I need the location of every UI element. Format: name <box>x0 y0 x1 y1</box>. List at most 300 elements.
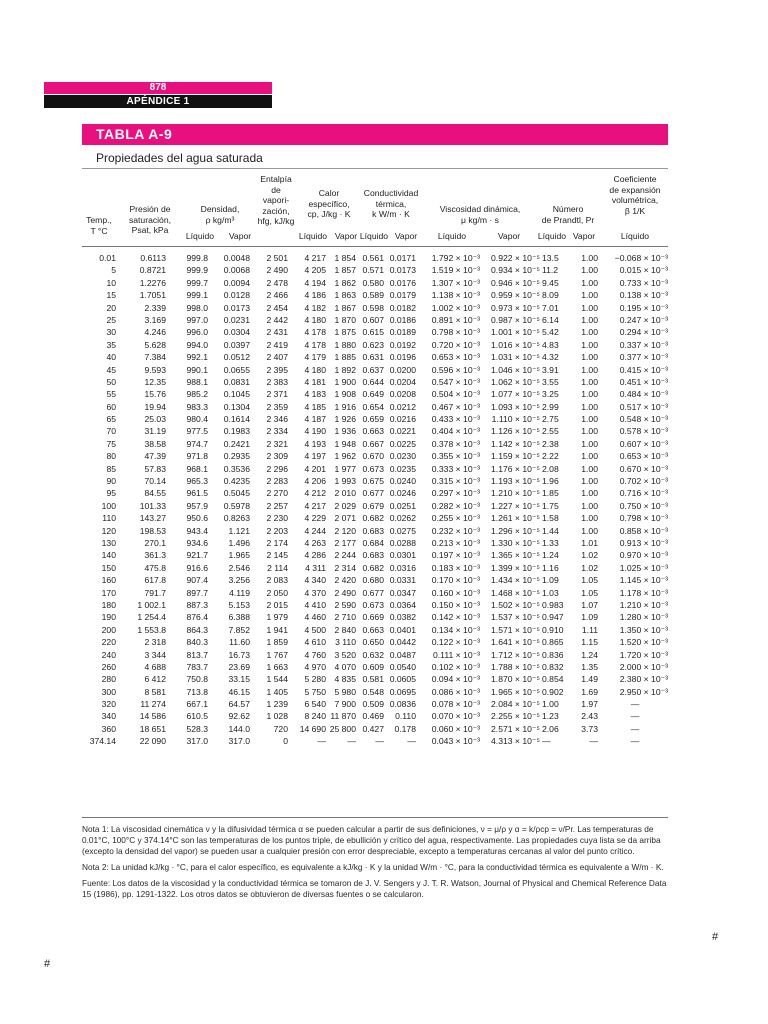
table-row <box>82 574 668 586</box>
cell-prandtl-vapor: 1.05 <box>581 575 598 586</box>
cell-cp-vapor: 2 710 <box>334 612 356 623</box>
cell-temp: 80 <box>106 451 116 462</box>
cell-k-vapor: 0.178 <box>394 723 416 734</box>
cell-viscosity-vapor: 1.502 × 10⁻⁵ <box>491 599 540 610</box>
cell-temp: 170 <box>101 587 116 598</box>
cell-viscosity-liquid: 0.282 × 10⁻³ <box>431 500 480 511</box>
header-prandtl: Número de Prandtl, Pr <box>541 204 595 225</box>
cell-prandtl-vapor: 1.00 <box>581 265 598 276</box>
cell-cp-liquid: 14 690 <box>299 723 326 734</box>
cell-enthalpy: 1 979 <box>266 612 288 623</box>
table-row <box>82 277 668 289</box>
table-row <box>82 475 668 487</box>
table-row <box>82 587 668 599</box>
cell-enthalpy: 2 230 <box>266 513 288 524</box>
cell-k-vapor: 0.0176 <box>389 277 416 288</box>
table-row <box>82 624 668 636</box>
cell-prandtl-liquid: 0.865 <box>542 637 564 648</box>
cell-viscosity-liquid: 0.547 × 10⁻³ <box>431 376 480 387</box>
cell-prandtl-liquid: 2.99 <box>542 401 559 412</box>
cell-prandtl-liquid: 2.75 <box>542 414 559 425</box>
cell-viscosity-vapor: 1.046 × 10⁻⁵ <box>491 364 540 375</box>
cell-pressure: 0.6113 <box>140 253 166 263</box>
cell-temp: 60 <box>106 401 116 412</box>
cell-prandtl-liquid: 13.5 <box>542 253 559 263</box>
cell-cp-liquid: 4 410 <box>304 599 326 610</box>
cell-prandtl-liquid: 1.23 <box>542 711 559 722</box>
cell-viscosity-vapor: 0.973 × 10⁻⁵ <box>491 302 540 313</box>
cell-viscosity-liquid: 0.078 × 10⁻³ <box>431 699 480 710</box>
cell-density-vapor: 1.965 <box>228 550 250 561</box>
cell-pressure: 5.628 <box>144 339 166 350</box>
cell-viscosity-vapor: 2.571 × 10⁻⁵ <box>491 723 540 734</box>
cell-prandtl-vapor: 1.00 <box>581 401 598 412</box>
cell-pressure: 25.03 <box>144 414 166 425</box>
cell-prandtl-liquid: 8.09 <box>542 290 559 301</box>
cell-beta: 0.377 × 10⁻³ <box>619 352 668 363</box>
cell-k-vapor: — <box>407 736 416 747</box>
cell-enthalpy: 1 239 <box>266 699 288 710</box>
cell-k-vapor: 0.0186 <box>389 314 416 325</box>
cell-cp-liquid: 4 263 <box>304 537 326 548</box>
cell-cp-vapor: 1 854 <box>334 253 356 263</box>
cell-enthalpy: 2 478 <box>266 277 288 288</box>
cell-cp-vapor: 1 857 <box>334 265 356 276</box>
cell-viscosity-vapor: 1.210 × 10⁻⁵ <box>491 488 540 499</box>
cell-prandtl-vapor: 1.00 <box>581 364 598 375</box>
cell-enthalpy: 2 270 <box>266 488 288 499</box>
cell-cp-vapor: 1 936 <box>334 426 356 437</box>
cell-viscosity-liquid: 1.307 × 10⁻³ <box>431 277 480 288</box>
cell-k-vapor: 0.0240 <box>389 476 416 487</box>
table-row <box>82 673 668 685</box>
cell-prandtl-liquid: 1.03 <box>542 587 559 598</box>
cell-viscosity-liquid: 1.002 × 10⁻³ <box>431 302 480 313</box>
header-density-vapor: Vapor <box>228 231 252 241</box>
section-title: APÉNDICE 1 <box>126 96 190 107</box>
cell-k-liquid: 0.609 <box>362 661 384 672</box>
cell-prandtl-vapor: 1.00 <box>581 352 598 363</box>
cell-beta: 0.415 × 10⁻³ <box>619 364 668 375</box>
cell-k-liquid: 0.644 <box>362 376 384 387</box>
cell-prandtl-liquid: 0.836 <box>542 649 564 660</box>
cell-enthalpy: 2 015 <box>266 599 288 610</box>
table-row <box>82 686 668 698</box>
cell-enthalpy: 1 859 <box>266 637 288 648</box>
cell-prandtl-liquid: 0.947 <box>542 612 564 623</box>
cell-density-liquid: 876.4 <box>186 612 208 623</box>
note-1: Nota 1: La viscosidad cinemática ν y la difusividad térmica α se pueden calcular a partir de sus definiciones, ν = μ/ρ y α = k/ρcp = ν/Pr. Las temperaturas de 0.01°C, 100°C y 374.14°C son las temperaturas de los puntos triple, de ebullición y crítico del agua, respectivamente. Las propiedades cuya lista se da arriba (excepto la densidad del vapor) se pueden usar a cualquier presión con error despreciable, excepto a temperaturas cercanas al valor del punto crítico. <box>82 824 661 856</box>
cell-pressure: 101.33 <box>139 500 166 511</box>
cell-beta: 0.517 × 10⁻³ <box>619 401 668 412</box>
cell-temp: 30 <box>106 327 116 338</box>
cell-enthalpy: 2 050 <box>266 587 288 598</box>
cell-temp: 320 <box>101 699 116 710</box>
cell-beta: 0.858 × 10⁻³ <box>619 525 668 536</box>
cell-prandtl-liquid: 2.08 <box>542 463 559 474</box>
cell-cp-liquid: 4 197 <box>304 451 326 462</box>
table-title: TABLA A-9 <box>96 126 173 142</box>
cell-cp-vapor: 3 110 <box>335 637 356 648</box>
table-row <box>82 463 668 475</box>
cell-density-vapor: 23.69 <box>228 661 250 672</box>
cell-viscosity-liquid: 0.653 × 10⁻³ <box>431 352 480 363</box>
cell-prandtl-liquid: 1.58 <box>542 513 559 524</box>
cell-beta: 0.702 × 10⁻³ <box>619 476 668 487</box>
cell-pressure: 11 274 <box>140 699 166 710</box>
cell-enthalpy: 2 083 <box>266 575 288 586</box>
cell-viscosity-liquid: 0.333 × 10⁻³ <box>431 463 480 474</box>
cell-cp-vapor: 2 010 <box>334 488 356 499</box>
cell-temp: 190 <box>101 612 116 623</box>
cell-density-liquid: 983.3 <box>186 401 208 412</box>
cell-prandtl-vapor: 1.00 <box>581 327 598 338</box>
table-row <box>82 401 668 413</box>
cell-k-liquid: 0.607 <box>362 314 384 325</box>
cell-density-liquid: 961.5 <box>186 488 208 499</box>
cell-viscosity-vapor: 1.110 × 10⁻⁵ <box>491 414 540 425</box>
cell-viscosity-liquid: 0.798 × 10⁻³ <box>431 327 480 338</box>
header-prandtl-vapor: Vapor <box>572 231 596 241</box>
cell-density-vapor: 0.1304 <box>223 401 250 412</box>
cell-prandtl-liquid: 6.14 <box>542 314 559 325</box>
cell-density-vapor: 0.0304 <box>223 327 250 338</box>
cell-viscosity-liquid: 0.433 × 10⁻³ <box>431 414 480 425</box>
cell-viscosity-vapor: 1.227 × 10⁻⁵ <box>491 500 540 511</box>
cell-temp: 260 <box>101 661 116 672</box>
cell-enthalpy: 2 346 <box>266 414 288 425</box>
cell-cp-liquid: 4 229 <box>304 513 326 524</box>
cell-beta: — <box>630 723 640 734</box>
cell-density-vapor: 0.0231 <box>223 314 250 325</box>
cell-viscosity-vapor: 1.001 × 10⁻⁵ <box>491 327 540 338</box>
cell-cp-liquid: 4 500 <box>304 624 326 635</box>
cell-temp: 20 <box>106 302 116 313</box>
cell-pressure: 3.169 <box>144 314 166 325</box>
cell-cp-liquid: 4 193 <box>304 438 326 449</box>
cell-cp-vapor: 4 835 <box>334 674 356 685</box>
table-row <box>82 636 668 648</box>
cell-beta: 2.380 × 10⁻³ <box>619 674 668 685</box>
cell-enthalpy: 2 395 <box>266 364 288 375</box>
cell-k-liquid: 0.677 <box>362 488 384 499</box>
cell-cp-liquid: 4 179 <box>304 352 326 363</box>
cell-density-vapor: 0.1983 <box>223 426 250 437</box>
cell-viscosity-vapor: 1.537 × 10⁻⁵ <box>491 612 540 623</box>
cell-prandtl-liquid: 0.832 <box>542 661 564 672</box>
cell-enthalpy: 1 941 <box>266 624 288 635</box>
cell-pressure: 12.35 <box>144 376 166 387</box>
cell-prandtl-vapor: — <box>589 736 598 747</box>
table-header <box>82 172 668 244</box>
cell-viscosity-liquid: 0.134 × 10⁻³ <box>431 624 480 635</box>
cell-k-vapor: 0.0487 <box>389 649 416 660</box>
header-k-liquid: Líquido <box>359 231 389 241</box>
cell-prandtl-liquid: 1.85 <box>542 488 559 499</box>
cell-density-vapor: 46.15 <box>228 686 250 697</box>
cell-beta: 1.025 × 10⁻³ <box>619 562 668 573</box>
cell-beta: 0.670 × 10⁻³ <box>619 463 668 474</box>
cell-density-vapor: 5.153 <box>228 599 250 610</box>
cell-viscosity-liquid: 1.138 × 10⁻³ <box>431 290 480 301</box>
cell-viscosity-vapor: 1.016 × 10⁻⁵ <box>491 339 540 350</box>
cell-cp-vapor: 1 916 <box>334 401 356 412</box>
cell-density-liquid: 840.3 <box>186 637 208 648</box>
cell-enthalpy: 0 <box>283 736 288 747</box>
cell-k-vapor: 0.0204 <box>389 376 416 387</box>
cell-prandtl-liquid: 0.983 <box>542 599 564 610</box>
cell-temp: 75 <box>106 438 116 449</box>
cell-density-liquid: 988.1 <box>186 376 208 387</box>
cell-cp-liquid: 4 178 <box>304 339 326 350</box>
cell-temp: 200 <box>101 624 116 635</box>
header-pressure: Presión de saturación, Psat, kPa <box>128 204 172 236</box>
cell-viscosity-vapor: 0.987 × 10⁻⁵ <box>491 314 540 325</box>
cell-viscosity-vapor: 4.313 × 10⁻⁵ <box>491 736 540 747</box>
cell-density-vapor: 0.2935 <box>223 451 250 462</box>
cell-beta: 0.750 × 10⁻³ <box>619 500 668 511</box>
cell-viscosity-vapor: 1.077 × 10⁻⁵ <box>491 389 540 400</box>
cell-density-liquid: 994.0 <box>186 339 208 350</box>
cell-density-liquid: 999.9 <box>186 265 208 276</box>
cell-k-liquid: 0.683 <box>362 550 384 561</box>
cell-k-vapor: 0.0316 <box>389 562 416 573</box>
cell-cp-liquid: 4 760 <box>304 649 326 660</box>
cell-beta: — <box>630 736 640 747</box>
cell-cp-vapor: 1 908 <box>334 389 356 400</box>
cell-k-vapor: 0.0171 <box>389 253 416 263</box>
table-row <box>82 549 668 561</box>
cell-k-vapor: 0.0275 <box>389 525 416 536</box>
cell-enthalpy: 2 371 <box>266 389 288 400</box>
cell-cp-vapor: 1 870 <box>334 314 356 325</box>
cell-cp-vapor: 2 840 <box>334 624 356 635</box>
cell-prandtl-vapor: 1.00 <box>581 314 598 325</box>
table-row <box>82 710 668 722</box>
cell-k-liquid: 0.663 <box>362 624 384 635</box>
table-row <box>82 611 668 623</box>
cell-prandtl-vapor: 1.00 <box>581 426 598 437</box>
cell-density-liquid: 997.0 <box>186 314 208 325</box>
cell-beta: 1.280 × 10⁻³ <box>619 612 668 623</box>
cell-prandtl-vapor: 1.00 <box>581 525 598 536</box>
cell-viscosity-vapor: 1.571 × 10⁻⁵ <box>491 624 540 635</box>
cell-beta: 0.015 × 10⁻³ <box>619 265 668 276</box>
cell-pressure: 617.8 <box>144 575 166 586</box>
cell-beta: 1.178 × 10⁻³ <box>619 587 668 598</box>
table-row <box>82 376 668 388</box>
cell-density-vapor: 0.2421 <box>223 438 250 449</box>
cell-beta: 0.733 × 10⁻³ <box>619 277 668 288</box>
cell-beta: 0.913 × 10⁻³ <box>619 537 668 548</box>
cell-pressure: 361.3 <box>144 550 166 561</box>
cell-density-vapor: 0.0655 <box>223 364 250 375</box>
cell-k-liquid: 0.598 <box>362 302 384 313</box>
cell-k-vapor: 0.0225 <box>389 438 416 449</box>
cell-k-vapor: 0.0221 <box>389 426 416 437</box>
cell-density-liquid: 999.7 <box>186 277 208 288</box>
cell-cp-liquid: 4 178 <box>304 327 326 338</box>
cell-beta: 1.145 × 10⁻³ <box>619 575 668 586</box>
cell-k-vapor: 0.0189 <box>389 327 416 338</box>
cell-viscosity-liquid: 0.170 × 10⁻³ <box>431 575 480 586</box>
cell-pressure: 38.58 <box>144 438 166 449</box>
cell-k-liquid: — <box>375 736 384 747</box>
cell-density-liquid: 783.7 <box>186 661 208 672</box>
cell-k-liquid: 0.670 <box>362 451 384 462</box>
cell-prandtl-vapor: 1.35 <box>581 661 598 672</box>
cell-pressure: 19.94 <box>144 401 166 412</box>
cell-prandtl-liquid: 1.24 <box>542 550 559 561</box>
cell-cp-vapor: 1 885 <box>334 352 356 363</box>
table-row <box>82 339 668 351</box>
header-k-vapor: Vapor <box>394 231 418 241</box>
cell-viscosity-vapor: 1.062 × 10⁻⁵ <box>491 376 540 387</box>
cell-density-liquid: 317.0 <box>186 736 208 747</box>
cell-density-liquid: 965.3 <box>186 476 208 487</box>
cell-cp-vapor: 1 948 <box>334 438 356 449</box>
cell-viscosity-liquid: 0.504 × 10⁻³ <box>431 389 480 400</box>
cell-prandtl-vapor: 1.00 <box>581 389 598 400</box>
table-row <box>82 562 668 574</box>
cell-enthalpy: 2 490 <box>266 265 288 276</box>
cell-viscosity-liquid: 0.160 × 10⁻³ <box>431 587 480 598</box>
cell-cp-vapor: 2 120 <box>334 525 356 536</box>
cell-density-liquid: 934.6 <box>186 537 208 548</box>
cell-density-liquid: 950.6 <box>186 513 208 524</box>
cell-prandtl-liquid: 1.00 <box>542 699 559 710</box>
cell-beta: 0.337 × 10⁻³ <box>619 339 668 350</box>
cell-cp-liquid: 4 286 <box>304 550 326 561</box>
cell-density-vapor: 0.1045 <box>223 389 250 400</box>
cell-cp-liquid: 4 190 <box>304 426 326 437</box>
cell-viscosity-liquid: 1.792 × 10⁻³ <box>431 253 480 263</box>
cell-k-liquid: 0.663 <box>362 426 384 437</box>
cell-enthalpy: 2 431 <box>266 327 288 338</box>
cell-enthalpy: 2 174 <box>266 537 288 548</box>
cell-cp-vapor: 1 862 <box>334 277 356 288</box>
cell-cp-liquid: 4 201 <box>304 463 326 474</box>
cell-beta: — <box>630 711 640 722</box>
cell-density-vapor: 2.546 <box>228 562 250 573</box>
cell-prandtl-vapor: 1.07 <box>581 599 598 610</box>
cell-cp-liquid: 4 181 <box>304 376 326 387</box>
cell-pressure: 1 002.1 <box>137 599 166 610</box>
cell-prandtl-liquid: 1.75 <box>542 500 559 511</box>
cell-k-vapor: 0.0442 <box>389 637 416 648</box>
cell-k-vapor: 0.0836 <box>389 699 416 710</box>
cell-cp-liquid: 4 186 <box>304 290 326 301</box>
cell-beta: −0.068 × 10⁻³ <box>614 253 668 263</box>
cell-prandtl-vapor: 2.43 <box>581 711 598 722</box>
note-source: Fuente: Los datos de la viscosidad y la conductividad térmica se tomaron de J. V. Sengers y J. T. R. Watson, Journal of Physical and Chemical Reference Data 15 (1986), pp. 1291-1322. Los otros datos se obtuvieron de diversas fuentes o se calcularon. <box>82 878 667 899</box>
table-row <box>82 525 668 537</box>
cell-viscosity-liquid: 0.197 × 10⁻³ <box>431 550 480 561</box>
cell-viscosity-liquid: 0.467 × 10⁻³ <box>431 401 480 412</box>
table-body <box>82 252 668 748</box>
cell-viscosity-liquid: 0.315 × 10⁻³ <box>431 476 480 487</box>
cell-density-liquid: 610.5 <box>186 711 208 722</box>
cell-temp: 280 <box>101 674 116 685</box>
cell-viscosity-vapor: 1.399 × 10⁻⁵ <box>491 562 540 573</box>
cell-k-liquid: 0.548 <box>362 686 384 697</box>
cell-density-liquid: 999.1 <box>186 290 208 301</box>
cell-k-vapor: 0.0401 <box>389 624 416 635</box>
cell-beta: 0.247 × 10⁻³ <box>619 314 668 325</box>
cell-k-liquid: 0.649 <box>362 389 384 400</box>
cell-density-vapor: 0.0068 <box>223 265 250 276</box>
cell-prandtl-vapor: 1.00 <box>581 513 598 524</box>
cell-temp: 130 <box>101 537 116 548</box>
cell-temp: 240 <box>101 649 116 660</box>
cell-beta: 1.350 × 10⁻³ <box>619 624 668 635</box>
cell-viscosity-vapor: 1.261 × 10⁻⁵ <box>491 513 540 524</box>
table-row <box>82 512 668 524</box>
cell-viscosity-liquid: 0.094 × 10⁻³ <box>431 674 480 685</box>
cell-enthalpy: 2 283 <box>266 476 288 487</box>
cell-density-vapor: 1.121 <box>228 525 250 536</box>
cell-k-liquid: 0.667 <box>362 438 384 449</box>
cell-prandtl-vapor: 1.00 <box>581 277 598 288</box>
cell-beta: 0.548 × 10⁻³ <box>619 414 668 425</box>
cell-cp-liquid: 4 180 <box>304 364 326 375</box>
cell-pressure: 14 586 <box>139 711 166 722</box>
cell-cp-liquid: 4 180 <box>304 314 326 325</box>
cell-cp-vapor: 1 962 <box>334 451 356 462</box>
table-notes <box>82 824 670 905</box>
cell-density-liquid: 864.3 <box>186 624 208 635</box>
cell-enthalpy: 2 359 <box>266 401 288 412</box>
cell-viscosity-liquid: 0.142 × 10⁻³ <box>431 612 480 623</box>
cell-beta: 0.484 × 10⁻³ <box>619 389 668 400</box>
header-beta-liquid: Líquido <box>620 231 650 241</box>
cell-viscosity-liquid: 0.355 × 10⁻³ <box>431 451 480 462</box>
cell-prandtl-liquid: 5.42 <box>542 327 559 338</box>
cell-prandtl-liquid: 4.83 <box>542 339 559 350</box>
cell-cp-liquid: 4 212 <box>304 488 326 499</box>
cell-cp-liquid: 4 206 <box>304 476 326 487</box>
cell-density-liquid: 977.5 <box>186 426 208 437</box>
cell-k-liquid: 0.682 <box>362 562 384 573</box>
cell-cp-vapor: 2 420 <box>334 575 356 586</box>
cell-viscosity-vapor: 0.934 × 10⁻⁵ <box>491 265 540 276</box>
table-row <box>82 450 668 462</box>
cell-prandtl-liquid: 3.25 <box>542 389 559 400</box>
cell-cp-vapor: 2 314 <box>334 562 356 573</box>
header-enthalpy: Entalpía de vapori- zación, hfg, kJ/kg <box>257 174 295 227</box>
cell-viscosity-vapor: 2.255 × 10⁻⁵ <box>491 711 540 722</box>
cell-pressure: 70.14 <box>144 476 166 487</box>
table-row <box>82 351 668 363</box>
cell-pressure: 0.8721 <box>139 265 166 276</box>
cell-viscosity-vapor: 1.031 × 10⁻⁵ <box>491 352 540 363</box>
cell-cp-vapor: 2 029 <box>334 500 356 511</box>
cell-prandtl-vapor: 1.02 <box>581 550 598 561</box>
cell-prandtl-vapor: 1.00 <box>581 488 598 499</box>
cell-temp: 55 <box>106 389 116 400</box>
cell-temp: 25 <box>106 314 116 325</box>
cell-temp: 95 <box>106 488 116 499</box>
cell-cp-liquid: 4 182 <box>304 302 326 313</box>
cell-viscosity-vapor: 1.176 × 10⁻⁵ <box>491 463 540 474</box>
cell-enthalpy: 2 309 <box>266 451 288 462</box>
cell-density-vapor: 92.62 <box>228 711 250 722</box>
cell-viscosity-vapor: 1.193 × 10⁻⁵ <box>491 476 540 487</box>
table-row <box>82 413 668 425</box>
cell-density-liquid: 713.8 <box>186 686 208 697</box>
cell-k-vapor: 0.0196 <box>389 352 416 363</box>
cell-density-vapor: 0.1614 <box>223 414 250 425</box>
